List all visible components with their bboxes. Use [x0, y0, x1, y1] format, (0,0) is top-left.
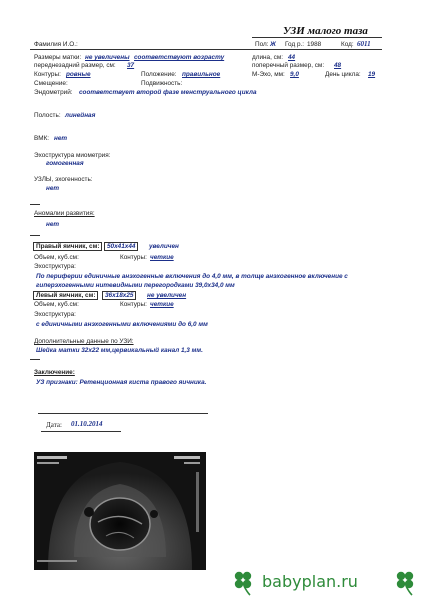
anomalies-value: нет	[46, 221, 60, 228]
name-label: Фамилия И.О.:	[34, 41, 78, 48]
right-ovary-volume-label: Объем, куб.см:	[34, 254, 79, 261]
ultrasound-picture	[34, 452, 206, 570]
ap-size-label: переднезадний размер, см:	[34, 62, 116, 69]
watermark-graphics	[0, 566, 423, 600]
right-ovary-label: Правый яичник, см:	[33, 242, 102, 251]
date-value: 01.10.2014	[71, 420, 103, 428]
right-ovary-echo-line-2: гиперэхогенными нитевидными перегородками 39,0x34,0 мм	[36, 282, 235, 289]
date-underline	[41, 431, 121, 432]
short-divider	[30, 204, 40, 205]
right-ovary-contours-value: четкие	[150, 254, 174, 261]
year-label: Год р.:	[285, 41, 305, 48]
date-label: Дата:	[46, 421, 62, 429]
mecho-value: 9,0	[290, 71, 299, 78]
clover-icon-right	[397, 572, 413, 595]
iud-label: ВМК:	[34, 135, 50, 142]
length-label: длина, см:	[252, 54, 284, 61]
short-divider-3	[30, 359, 40, 360]
ultrasound-image	[34, 452, 206, 570]
code-value: 6011	[357, 40, 371, 48]
uterus-size-label: Размеры матки:	[34, 54, 82, 61]
page-title: УЗИ малого таза	[283, 25, 368, 37]
clover-icon-left	[235, 572, 251, 595]
nodes-value: нет	[46, 185, 60, 192]
watermark-text[interactable]: babyplan.ru	[262, 572, 358, 591]
right-ovary-contours-label: Контуры:	[120, 254, 147, 261]
left-ovary-contours-value: четкие	[150, 301, 174, 308]
ap-size-value: 37	[127, 62, 135, 69]
transverse-size-value: 48	[334, 62, 342, 69]
myometrium-label: Эхоструктура миометрия:	[34, 152, 111, 159]
uterus-size-value-1: не увеличены	[85, 54, 130, 61]
year-value: 1988	[307, 41, 322, 48]
nodes-label: УЗЛЫ, эхогенность:	[34, 176, 93, 183]
contours-value: ровные	[66, 71, 91, 78]
sex-value: Ж	[270, 41, 276, 48]
mobility-label: Подвижность:	[141, 80, 183, 87]
title-underline	[252, 37, 382, 38]
left-ovary-echo-value: с единичными анэхогенными включениями до 6,0 мм	[36, 321, 208, 328]
watermark-footer	[0, 566, 423, 600]
uterus-size-value-2: соответствуют возрасту	[134, 54, 225, 61]
conclusion-value: УЗ признаки: Ретенционная киста правого яичника.	[36, 379, 207, 386]
cycle-day-label: День цикла:	[325, 71, 361, 78]
displacement-label: Смещение:	[34, 80, 68, 87]
cavity-value: линейная	[65, 112, 96, 119]
anomalies-label: Аномалии развития:	[34, 210, 95, 217]
mecho-label: М-Эхо, мм:	[252, 71, 285, 78]
extra-data-label: Дополнительные данные по УЗИ:	[34, 338, 134, 345]
left-ovary-size: 36x18x25	[102, 291, 136, 300]
right-ovary-echo-label: Эхоструктура:	[34, 263, 76, 270]
cavity-label: Полость:	[34, 112, 61, 119]
signature-line	[38, 413, 208, 414]
myometrium-value: гомогенная	[46, 160, 84, 167]
cycle-day-value: 19	[368, 71, 376, 78]
left-ovary-echo-label: Эхоструктура:	[34, 311, 76, 318]
right-ovary-echo-line-1: По периферии единичные анэхогенные включения до 4,0 мм, в толще анэхогенное включение с	[36, 273, 348, 280]
transverse-size-label: поперечный размер, см:	[252, 62, 325, 69]
length-value: 44	[288, 54, 296, 61]
position-value: правильное	[182, 71, 221, 78]
left-ovary-contours-label: Контуры:	[120, 301, 147, 308]
extra-data-value: Шейка матки 32x22 мм,цервикальный канал 1,3 мм.	[36, 347, 203, 354]
right-ovary-size: 50x41x44	[104, 242, 138, 251]
short-divider-2	[30, 235, 40, 236]
left-ovary-label: Левый яичник, см:	[33, 291, 98, 300]
endometrium-value: соответствует второй фазе менструального цикла	[79, 89, 257, 96]
endometrium-label: Эндометрий:	[34, 89, 73, 96]
iud-value: нет	[54, 135, 68, 142]
header-divider	[30, 49, 382, 50]
conclusion-label: Заключение:	[34, 369, 75, 376]
left-ovary-state: не увеличен	[147, 292, 187, 299]
code-label: Код:	[341, 41, 354, 48]
sex-label: Пол:	[255, 41, 269, 48]
left-ovary-volume-label: Объем, куб.см:	[34, 301, 79, 308]
right-ovary-state: увеличен	[149, 243, 179, 250]
contours-label: Контуры:	[34, 71, 61, 78]
position-label: Положение:	[141, 71, 177, 78]
